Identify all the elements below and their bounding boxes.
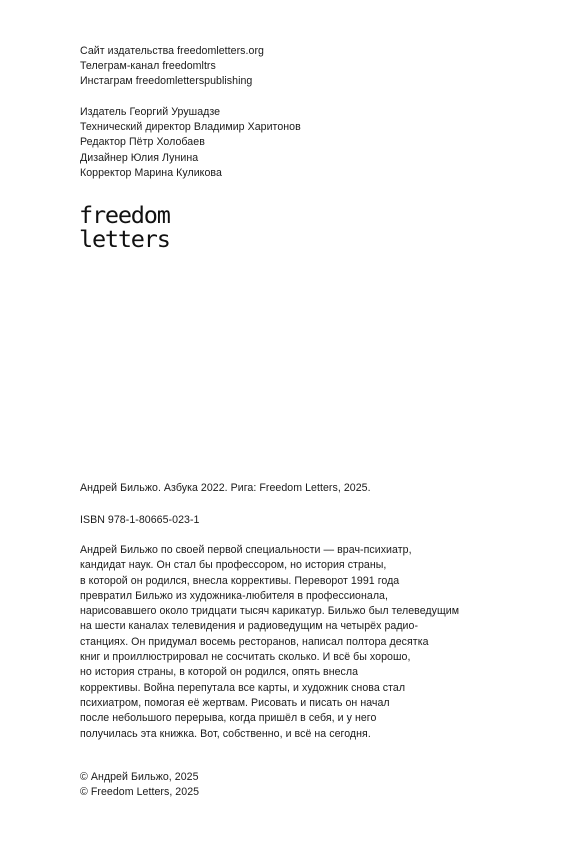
website-line: Сайт издательства freedomletters.org <box>80 45 264 57</box>
annotation-line: в которой он родился, внесла коррективы. Переворот 1991 года <box>80 574 400 587</box>
annotation-line: после небольшого перерыва, когда пришёл в себя, и у него <box>80 712 377 725</box>
annotation-line: психиатром, помогая её жертвам. Рисовать и писать он начал <box>80 696 390 709</box>
annotation <box>80 543 459 742</box>
freedom-letters-logo <box>79 203 170 251</box>
bibliographic-citation: Андрей Бильжо. Азбука 2022. Рига: Freedom Letters, 2025. <box>80 482 371 494</box>
isbn: ISBN 978-1-80665-023-1 <box>80 514 200 526</box>
publisher-links <box>80 44 264 90</box>
copyright-publisher: © Freedom Letters, 2025 <box>80 786 200 799</box>
logo-line-2: letters <box>79 225 170 253</box>
annotation-line: коррективы. Война перепутала все карты, и художник снова стал <box>80 681 406 694</box>
credits <box>80 105 301 181</box>
logo-line-1: freedom <box>79 201 170 229</box>
annotation-line: превратил Бильжо из художника-любителя в профессионала, <box>80 589 388 602</box>
annotation-line: книг и проиллюстрировал не сосчитать сколько. И всё бы хорошо, <box>80 651 411 664</box>
copyright-author: © Андрей Бильжо, 2025 <box>80 771 199 783</box>
annotation-line: станциях. Он придумал восемь ресторанов, написал полтора десятка <box>80 635 429 648</box>
credit-technical-director: Технический директор Владимир Харитонов <box>80 121 301 134</box>
annotation-line: нарисовавшего около тридцати тысяч карикатур. Бильжо был телеведущим <box>80 605 460 618</box>
credit-proofreader: Корректор Марина Куликова <box>80 166 222 179</box>
telegram-line: Телеграм-канал freedomltrs <box>80 60 216 73</box>
instagram-line: Инстаграм freedomletterspublishing <box>80 75 253 88</box>
annotation-line: но история страны, в которой он родился, опять внесла <box>80 666 359 679</box>
annotation-line: Андрей Бильжо по своей первой специальности — врач-психиатр, <box>80 544 412 556</box>
annotation-line: кандидат наук. Он стал бы профессором, но история страны, <box>80 559 387 572</box>
credit-editor: Редактор Пётр Холобаев <box>80 136 205 149</box>
credit-designer: Дизайнер Юлия Лунина <box>80 151 199 164</box>
annotation-line: на шести каналах телевидения и радиоведущим на четырёх радио- <box>80 620 419 633</box>
credit-publisher: Издатель Георгий Урушадзе <box>80 106 221 118</box>
copyright <box>80 770 199 800</box>
annotation-line: получилась эта книжка. Вот, собственно, и всё на сегодня. <box>80 727 371 740</box>
